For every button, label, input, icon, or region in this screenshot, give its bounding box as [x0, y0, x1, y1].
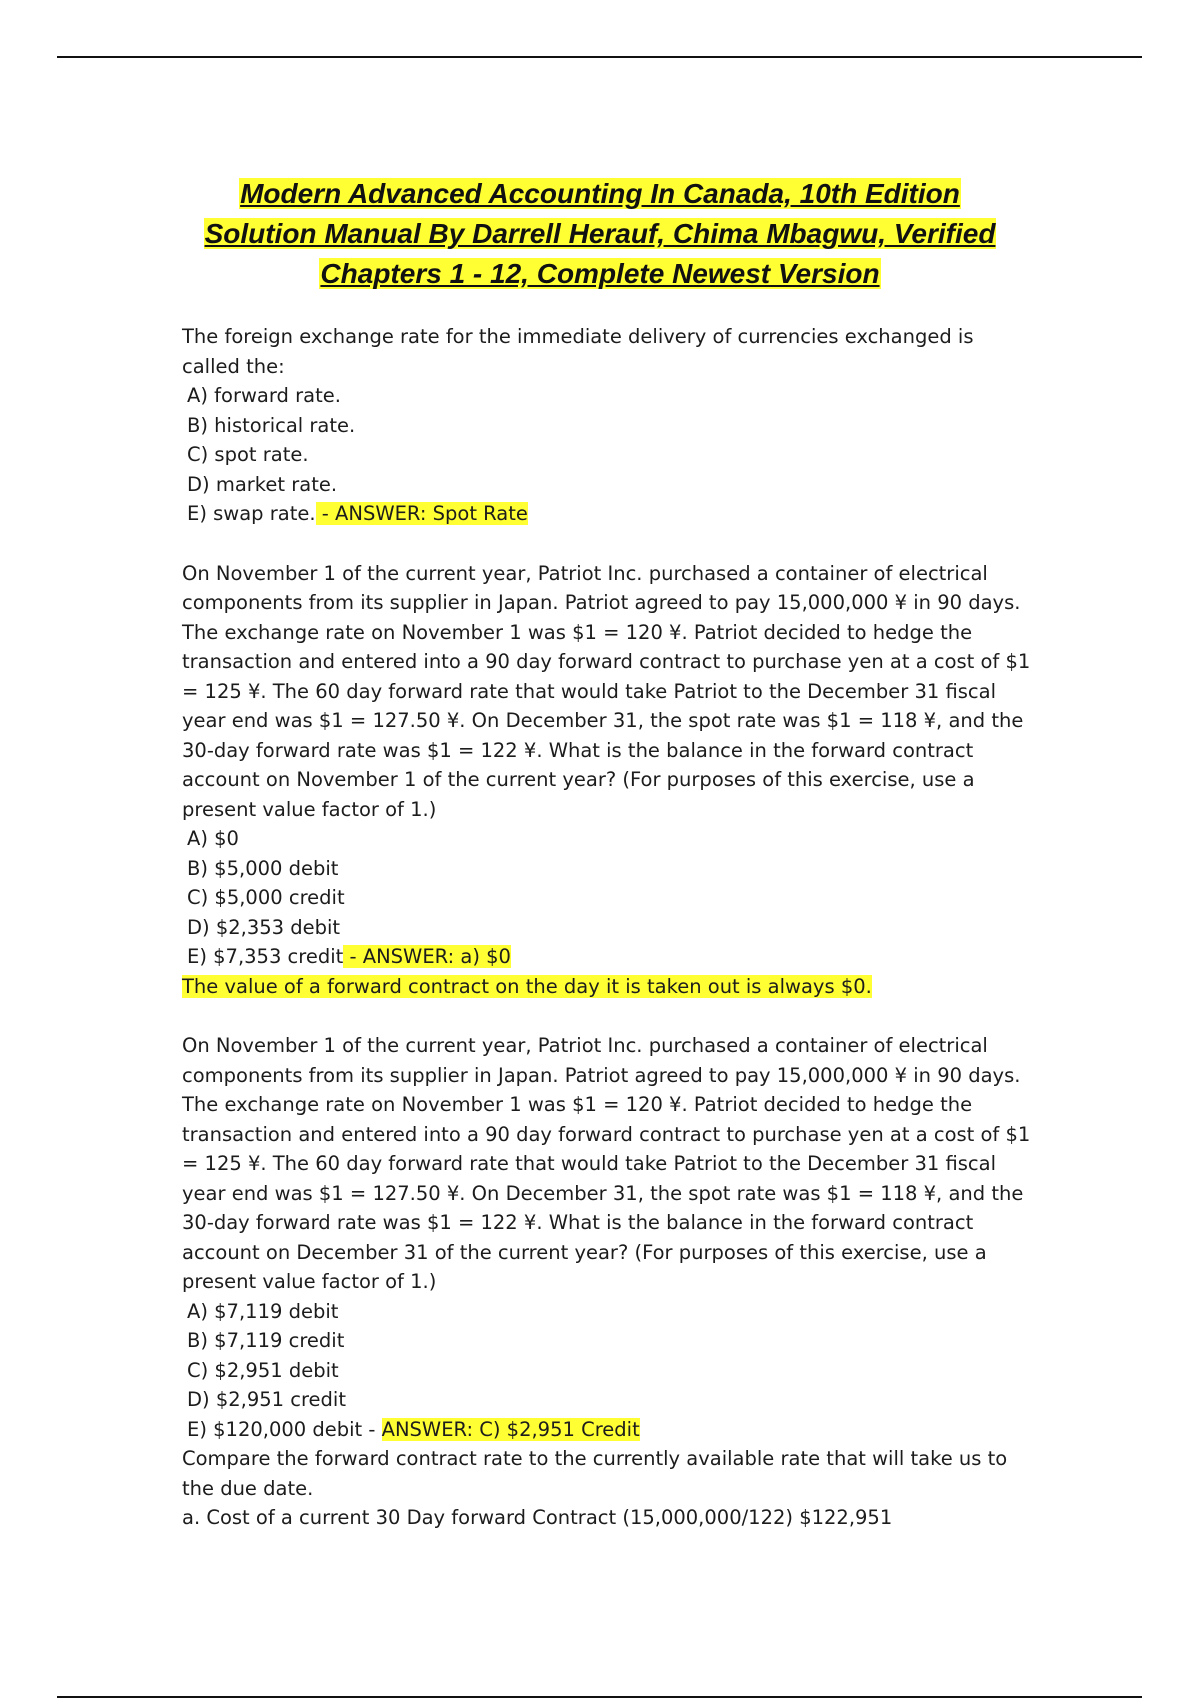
spacer: [182, 1001, 1032, 1031]
option-c: C) spot rate.: [187, 443, 309, 466]
option-list: [182, 824, 1032, 972]
option-e: E) $7,353 credit - ANSWER: a) $0: [187, 945, 511, 968]
question-2: [182, 559, 1032, 1002]
answer-calculation: a. Cost of a current 30 Day forward Contract (15,000,000/122) $122,951: [182, 1506, 893, 1529]
question-1: [182, 322, 1032, 529]
option-b: B) $5,000 debit: [187, 856, 339, 880]
question-3: [182, 1031, 1032, 1533]
option-list: [182, 381, 1032, 529]
option-a: A) $7,119 debit: [187, 1299, 339, 1323]
title-line-3: Chapters 1 - 12, Complete Newest Version: [320, 258, 880, 289]
title-line-1: Modern Advanced Accounting In Canada, 10th Edition: [240, 178, 960, 209]
option-list: [182, 1297, 1032, 1445]
option-a: A) forward rate.: [187, 384, 341, 407]
question-stem: On November 1 of the current year, Patriot Inc. purchased a container of electrical components from its supplier in Japan. Patriot agreed to pay 15,000,000 ¥ in 90 days. The exchange rate on November 1 was $1 = 120 ¥. Patriot decided to hedge the transaction and entered into a 90 day forward contract to purchase yen at a cost of $1 = 125 ¥. The 60 day forward rate that would take Patriot to the December 31 fiscal year end was $1 = 127.50 ¥. On December 31, the spot rate was $1 = 118 ¥, and the 30-day forward rate was $1 = 122 ¥. What is the balance in the forward contract account on November 1 of the current year? (For purposes of this exercise, use a present value factor of 1.): [182, 561, 1031, 821]
bottom-rule: [57, 1696, 1142, 1698]
option-d: D) $2,353 debit: [187, 915, 341, 939]
option-c: C) $5,000 credit: [187, 886, 345, 909]
answer-explanation: Compare the forward contract rate to the currently available rate that will take us to the due date.: [182, 1447, 1008, 1500]
answer-explanation: The value of a forward contract on the day it is taken out is always $0.: [182, 974, 872, 998]
option-a: A) $0: [187, 827, 239, 850]
document-body: [182, 322, 1032, 1533]
option-d: D) $2,951 credit: [187, 1388, 346, 1411]
document-title: [0, 174, 1200, 294]
option-e: E) swap rate. - ANSWER: Spot Rate: [187, 502, 528, 525]
title-line-2: Solution Manual By Darrell Herauf, Chima Mbagwu, Verified: [204, 218, 996, 249]
answer-highlight: - ANSWER: Spot Rate: [315, 502, 528, 525]
answer-highlight: ANSWER: C) $2,951 Credit: [381, 1417, 640, 1441]
option-d: D) market rate.: [187, 472, 338, 496]
top-rule: [57, 56, 1142, 58]
option-b: B) $7,119 credit: [187, 1329, 345, 1352]
answer-highlight: - ANSWER: a) $0: [343, 945, 511, 968]
question-stem: The foreign exchange rate for the immediate delivery of currencies exchanged is called the:: [182, 325, 974, 378]
option-b: B) historical rate.: [187, 413, 356, 437]
question-stem: On November 1 of the current year, Patriot Inc. purchased a container of electrical components from its supplier in Japan. Patriot agreed to pay 15,000,000 ¥ in 90 days. The exchange rate on November 1 was $1 = 120 ¥. Patriot decided to hedge the transaction and entered into a 90 day forward contract to purchase yen at a cost of $1 = 125 ¥. The 60 day forward rate that would take Patriot to the December 31 fiscal year end was $1 = 127.50 ¥. On December 31, the spot rate was $1 = 118 ¥, and the 30-day forward rate was $1 = 122 ¥. What is the balance in the forward contract account on December 31 of the current year? (For purposes of this exercise, use a present value factor of 1.): [182, 1034, 1031, 1293]
option-c: C) $2,951 debit: [187, 1358, 339, 1382]
option-e: E) $120,000 debit - ANSWER: C) $2,951 Credit: [187, 1417, 640, 1441]
spacer: [182, 529, 1032, 559]
